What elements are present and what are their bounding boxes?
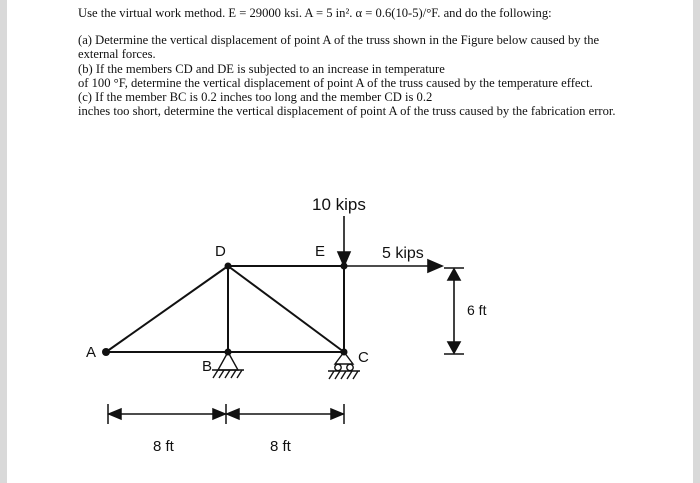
- span-left-label: 8 ft: [153, 438, 174, 455]
- span-dimensions: [108, 404, 344, 424]
- height-dimension-label: 6 ft: [467, 302, 487, 318]
- node-label-d: D: [215, 243, 226, 260]
- problem-intro: Use the virtual work method. E = 29000 ksi. A = 5 in². α = 0.6(10-5)/°F. and do the following:: [78, 6, 552, 20]
- roller-support-c: [328, 352, 360, 379]
- node-label-e: E: [315, 243, 326, 260]
- load-5-kips-label: 5 kips: [382, 245, 424, 262]
- joints: [102, 263, 348, 357]
- problem-statement: [78, 6, 638, 118]
- truss-members: [106, 266, 344, 352]
- right-border: [693, 0, 700, 483]
- span-right-label: 8 ft: [270, 438, 291, 455]
- part-a: (a) Determine the vertical displacement of point A of the truss shown in the Figure below caused by the external forces.: [78, 33, 600, 62]
- part-b-line-2: of 100 °F, determine the vertical displacement of point A of the truss caused by the temperature effect.: [78, 75, 593, 90]
- member-cd: [228, 266, 344, 352]
- joint-d: [225, 263, 232, 270]
- left-border: [0, 0, 7, 483]
- node-label-a: A: [86, 344, 97, 361]
- part-c-line-2: inches too short, determine the vertical displacement of point A of the truss caused by the fabrication error.: [78, 104, 616, 119]
- member-ad: [106, 266, 228, 352]
- pin-support-b: [212, 352, 244, 378]
- node-label-c: C: [358, 349, 369, 366]
- load-10-kips-arrow: [338, 216, 350, 266]
- part-c-line-1: (c) If the member BC is 0.2 inches too long and the member CD is 0.2: [78, 90, 433, 105]
- joint-a: [102, 348, 110, 356]
- height-dimension: [444, 268, 464, 354]
- part-b-line-1: (b) If the members CD and DE is subjected to an increase in temperature: [78, 61, 445, 76]
- truss-diagram: [78, 180, 498, 470]
- truss-figure: [78, 180, 498, 470]
- load-10-kips-label: 10 kips: [312, 195, 366, 214]
- node-label-b: B: [202, 358, 213, 375]
